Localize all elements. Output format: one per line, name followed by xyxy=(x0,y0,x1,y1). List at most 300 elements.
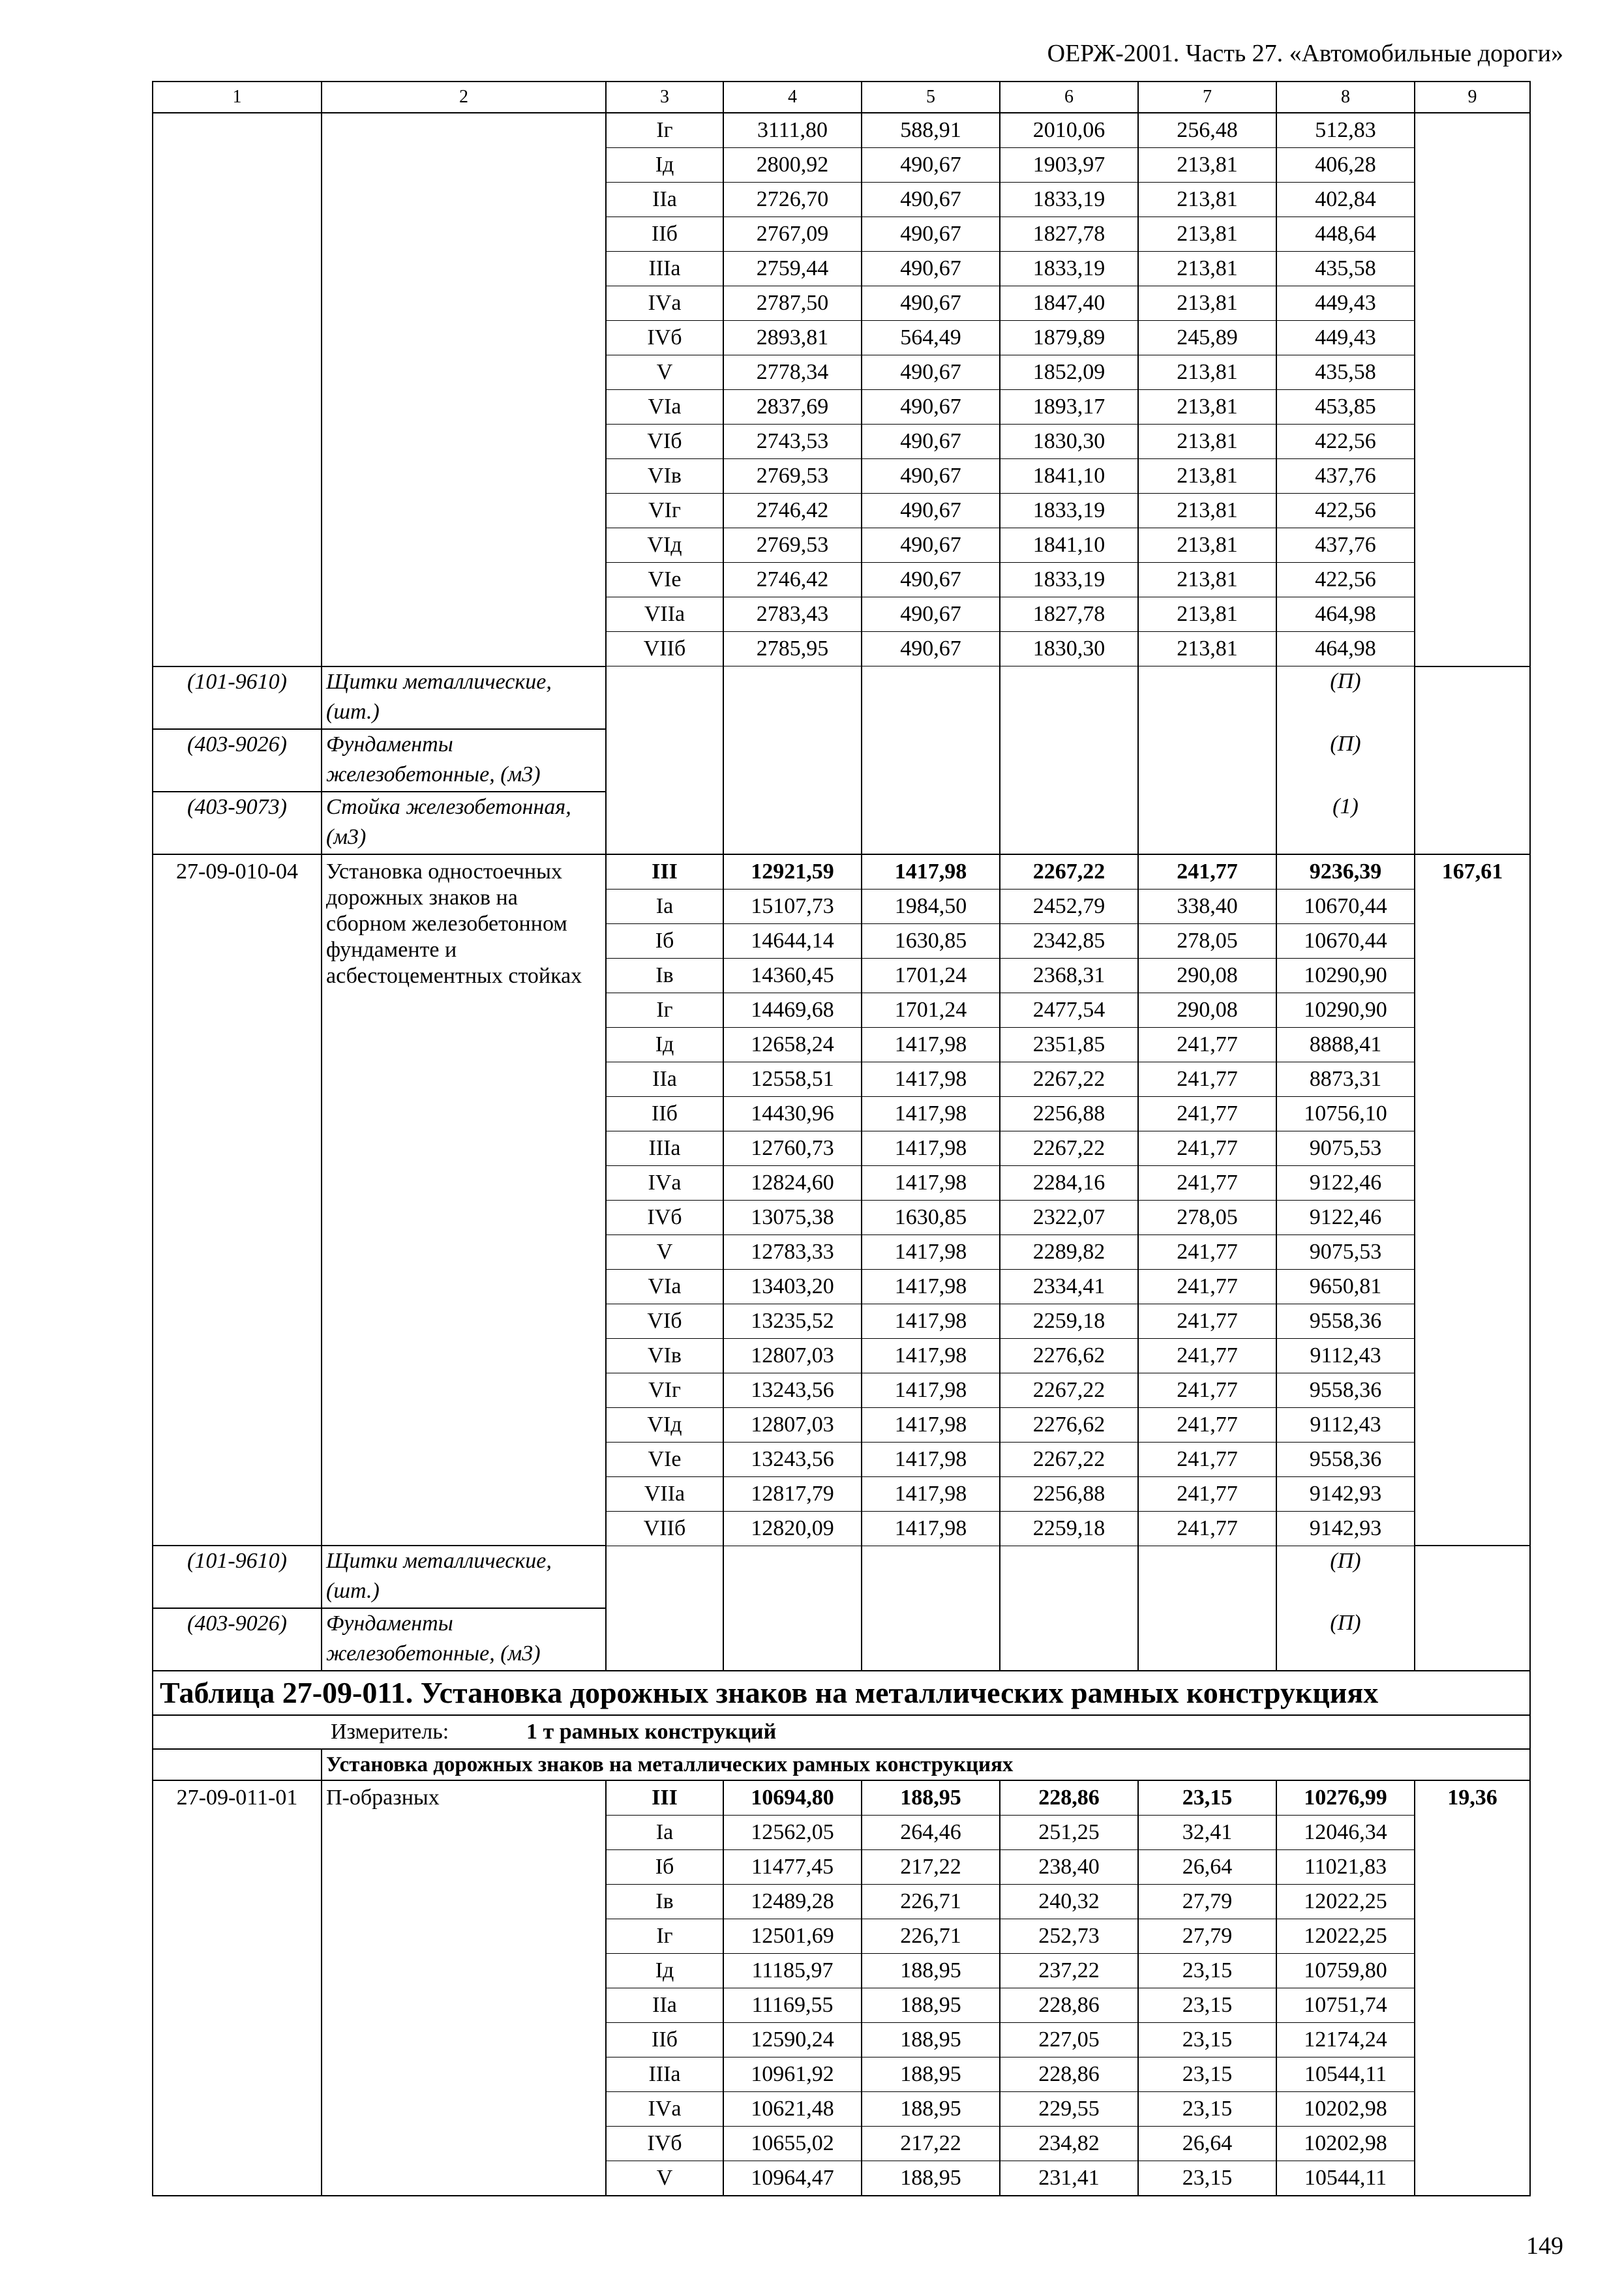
value-cell: 2256,88 xyxy=(1000,1096,1138,1131)
value-cell: 241,77 xyxy=(1138,1511,1276,1546)
value-cell: 1701,24 xyxy=(862,993,1000,1027)
value-cell: 241,77 xyxy=(1138,1407,1276,1442)
value-cell: 2256,88 xyxy=(1000,1476,1138,1511)
value-cell: 2276,62 xyxy=(1000,1407,1138,1442)
column-header: 3 xyxy=(606,82,723,113)
value-cell: 241,77 xyxy=(1138,1476,1276,1511)
resource-value: (П) xyxy=(1276,1608,1415,1671)
value-cell: 10751,74 xyxy=(1276,1988,1415,2023)
value-cell: 228,86 xyxy=(1000,2057,1138,2092)
empty-cell xyxy=(1000,729,1138,792)
value-cell: 12921,59 xyxy=(723,854,862,890)
zone-cell: VIа xyxy=(606,1269,723,1304)
value-cell: 422,56 xyxy=(1276,425,1415,459)
value-cell: 490,67 xyxy=(862,632,1000,666)
value-cell: 1417,98 xyxy=(862,1511,1000,1546)
value-cell: 227,05 xyxy=(1000,2023,1138,2057)
value-cell: 13243,56 xyxy=(723,1442,862,1476)
page-number: 149 xyxy=(1526,2232,1563,2260)
value-cell: 10759,80 xyxy=(1276,1954,1415,1988)
value-cell: 9558,36 xyxy=(1276,1442,1415,1476)
value-cell: 490,67 xyxy=(862,390,1000,425)
resource-name: Фундаменты железобетонные, (м3) xyxy=(322,729,606,792)
value-cell: 1701,24 xyxy=(862,958,1000,993)
value-cell: 490,67 xyxy=(862,148,1000,183)
resource-value: (П) xyxy=(1276,729,1415,792)
value-cell: 12820,09 xyxy=(723,1511,862,1546)
value-cell: 188,95 xyxy=(862,1780,1000,1816)
value-cell: 251,25 xyxy=(1000,1816,1138,1850)
table-title: Таблица 27-09-011. Установка дорожных знаков на металлических рамных конструкциях xyxy=(153,1671,1530,1715)
value-cell: 12022,25 xyxy=(1276,1919,1415,1954)
value-cell: 2787,50 xyxy=(723,286,862,321)
value-cell: 490,67 xyxy=(862,494,1000,528)
value-cell: 9558,36 xyxy=(1276,1373,1415,1407)
value-cell: 27,79 xyxy=(1138,1919,1276,1954)
zone-cell: Iб xyxy=(606,923,723,958)
resource-row xyxy=(153,1546,1530,1608)
value-cell: 1630,85 xyxy=(862,923,1000,958)
value-cell: 449,43 xyxy=(1276,286,1415,321)
value-cell: 1827,78 xyxy=(1000,217,1138,252)
value-cell: 241,77 xyxy=(1138,1234,1276,1269)
value-cell: 2769,53 xyxy=(723,459,862,494)
position-code xyxy=(153,113,322,666)
value-cell: 1830,30 xyxy=(1000,632,1138,666)
value-cell: 490,67 xyxy=(862,217,1000,252)
empty-cell xyxy=(1138,792,1276,854)
value-cell: 588,91 xyxy=(862,113,1000,148)
zone-cell: IIб xyxy=(606,1096,723,1131)
value-cell: 213,81 xyxy=(1138,217,1276,252)
value-cell: 241,77 xyxy=(1138,1373,1276,1407)
resource-name: Щитки металлические, (шт.) xyxy=(322,1546,606,1608)
value-cell: 12489,28 xyxy=(723,1885,862,1919)
position-code: 27-09-010-04 xyxy=(153,854,322,1546)
value-cell: 241,77 xyxy=(1138,1096,1276,1131)
value-cell: 241,77 xyxy=(1138,1027,1276,1062)
value-cell: 2276,62 xyxy=(1000,1338,1138,1373)
resource-code: (403-9026) xyxy=(153,1608,322,1671)
zone-cell: Iа xyxy=(606,889,723,923)
value-cell: 12046,34 xyxy=(1276,1816,1415,1850)
value-cell: 256,48 xyxy=(1138,113,1276,148)
value-cell: 10202,98 xyxy=(1276,2092,1415,2127)
col9-value xyxy=(1415,113,1530,666)
table-row xyxy=(153,113,1530,148)
value-cell: 564,49 xyxy=(862,321,1000,355)
value-cell: 188,95 xyxy=(862,2057,1000,2092)
zone-cell: Iд xyxy=(606,148,723,183)
value-cell: 9558,36 xyxy=(1276,1304,1415,1338)
empty-cell xyxy=(606,1608,723,1671)
value-cell: 1417,98 xyxy=(862,1476,1000,1511)
value-cell: 10544,11 xyxy=(1276,2057,1415,2092)
value-cell: 2368,31 xyxy=(1000,958,1138,993)
resource-code: (101-9610) xyxy=(153,666,322,729)
value-cell: 13243,56 xyxy=(723,1373,862,1407)
value-cell: 11477,45 xyxy=(723,1850,862,1885)
value-cell: 490,67 xyxy=(862,563,1000,597)
value-cell: 23,15 xyxy=(1138,1988,1276,2023)
zone-cell: VIг xyxy=(606,1373,723,1407)
empty-cell xyxy=(862,666,1000,729)
value-cell: 241,77 xyxy=(1138,1338,1276,1373)
value-cell: 2769,53 xyxy=(723,528,862,563)
value-cell: 10621,48 xyxy=(723,2092,862,2127)
zone-cell: III xyxy=(606,1780,723,1816)
empty-cell xyxy=(862,1608,1000,1671)
value-cell: 188,95 xyxy=(862,2092,1000,2127)
value-cell: 1833,19 xyxy=(1000,494,1138,528)
value-cell: 10756,10 xyxy=(1276,1096,1415,1131)
value-cell: 1833,19 xyxy=(1000,183,1138,217)
table-body xyxy=(153,82,1530,2196)
value-cell: 10276,99 xyxy=(1276,1780,1415,1816)
zone-cell: IVа xyxy=(606,1165,723,1200)
position-name: Установка одностоечных дорожных знаков на сборном железобетонном фундаменте и асбестоцементных стойках xyxy=(322,854,606,1546)
value-cell: 2322,07 xyxy=(1000,1200,1138,1234)
value-cell: 12658,24 xyxy=(723,1027,862,1062)
value-cell: 422,56 xyxy=(1276,494,1415,528)
value-cell: 2284,16 xyxy=(1000,1165,1138,1200)
value-cell: 213,81 xyxy=(1138,148,1276,183)
measure-label: Измеритель: xyxy=(331,1720,449,1744)
value-cell: 9142,93 xyxy=(1276,1511,1415,1546)
value-cell: 2767,09 xyxy=(723,217,862,252)
value-cell: 1833,19 xyxy=(1000,563,1138,597)
value-cell: 490,67 xyxy=(862,252,1000,286)
value-cell: 278,05 xyxy=(1138,1200,1276,1234)
zone-cell: VIе xyxy=(606,563,723,597)
value-cell: 15107,73 xyxy=(723,889,862,923)
value-cell: 10961,92 xyxy=(723,2057,862,2092)
value-cell: 490,67 xyxy=(862,597,1000,632)
value-cell: 10290,90 xyxy=(1276,993,1415,1027)
value-cell: 10694,80 xyxy=(723,1780,862,1816)
column-header: 5 xyxy=(862,82,1000,113)
value-cell: 490,67 xyxy=(862,355,1000,390)
value-cell: 3111,80 xyxy=(723,113,862,148)
value-cell: 245,89 xyxy=(1138,321,1276,355)
value-cell: 23,15 xyxy=(1138,2092,1276,2127)
value-cell: 2267,22 xyxy=(1000,1062,1138,1096)
value-cell: 2726,70 xyxy=(723,183,862,217)
column-header: 1 xyxy=(153,82,322,113)
zone-cell: VIIб xyxy=(606,632,723,666)
resource-row xyxy=(153,666,1530,729)
value-cell: 14644,14 xyxy=(723,923,862,958)
resource-code: (101-9610) xyxy=(153,1546,322,1608)
column-header: 7 xyxy=(1138,82,1276,113)
column-header: 2 xyxy=(322,82,606,113)
empty-cell xyxy=(1138,666,1276,729)
value-cell: 2010,06 xyxy=(1000,113,1138,148)
zone-cell: VIв xyxy=(606,459,723,494)
value-cell: 422,56 xyxy=(1276,563,1415,597)
value-cell: 213,81 xyxy=(1138,459,1276,494)
zone-cell: VIб xyxy=(606,425,723,459)
resource-name: Щитки металлические, (шт.) xyxy=(322,666,606,729)
value-cell: 229,55 xyxy=(1000,2092,1138,2127)
resource-code: (403-9026) xyxy=(153,729,322,792)
zone-cell: IIа xyxy=(606,1988,723,2023)
value-cell: 437,76 xyxy=(1276,459,1415,494)
resource-row xyxy=(153,792,1530,854)
value-cell: 226,71 xyxy=(862,1885,1000,1919)
value-cell: 13235,52 xyxy=(723,1304,862,1338)
value-cell: 9112,43 xyxy=(1276,1338,1415,1373)
table-title-row xyxy=(153,1671,1530,1715)
value-cell: 1984,50 xyxy=(862,889,1000,923)
value-cell: 437,76 xyxy=(1276,528,1415,563)
value-cell: 23,15 xyxy=(1138,2023,1276,2057)
measure-row xyxy=(153,1715,1530,1749)
value-cell: 1830,30 xyxy=(1000,425,1138,459)
value-cell: 490,67 xyxy=(862,286,1000,321)
zone-cell: V xyxy=(606,2161,723,2196)
zone-cell: Iд xyxy=(606,1954,723,1988)
value-cell: 1833,19 xyxy=(1000,252,1138,286)
zone-cell: V xyxy=(606,355,723,390)
value-cell: 9122,46 xyxy=(1276,1165,1415,1200)
value-cell: 2837,69 xyxy=(723,390,862,425)
value-cell: 448,64 xyxy=(1276,217,1415,252)
col9-value: 167,61 xyxy=(1415,854,1530,1546)
value-cell: 490,67 xyxy=(862,183,1000,217)
zone-cell: VIг xyxy=(606,494,723,528)
value-cell: 10670,44 xyxy=(1276,889,1415,923)
empty-cell xyxy=(1415,1608,1530,1671)
value-cell: 1417,98 xyxy=(862,854,1000,890)
value-cell: 402,84 xyxy=(1276,183,1415,217)
column-header: 4 xyxy=(723,82,862,113)
column-header: 8 xyxy=(1276,82,1415,113)
empty-cell xyxy=(723,1546,862,1608)
value-cell: 241,77 xyxy=(1138,1442,1276,1476)
value-cell: 1841,10 xyxy=(1000,528,1138,563)
value-cell: 10670,44 xyxy=(1276,923,1415,958)
value-cell: 464,98 xyxy=(1276,632,1415,666)
value-cell: 1417,98 xyxy=(862,1062,1000,1096)
value-cell: 213,81 xyxy=(1138,425,1276,459)
value-cell: 9236,39 xyxy=(1276,854,1415,890)
value-cell: 290,08 xyxy=(1138,958,1276,993)
value-cell: 9112,43 xyxy=(1276,1407,1415,1442)
value-cell: 11185,97 xyxy=(723,1954,862,1988)
value-cell: 2785,95 xyxy=(723,632,862,666)
value-cell: 406,28 xyxy=(1276,148,1415,183)
value-cell: 26,64 xyxy=(1138,2127,1276,2161)
column-header-row xyxy=(153,82,1530,113)
value-cell: 13403,20 xyxy=(723,1269,862,1304)
value-cell: 2743,53 xyxy=(723,425,862,459)
position-code: 27-09-011-01 xyxy=(153,1780,322,2196)
zone-cell: VIд xyxy=(606,528,723,563)
page-header: ОЕРЖ-2001. Часть 27. «Автомобильные дороги» xyxy=(1047,40,1563,67)
empty-cell xyxy=(1000,1608,1138,1671)
resource-value: (П) xyxy=(1276,1546,1415,1608)
zone-cell: VIе xyxy=(606,1442,723,1476)
empty-cell xyxy=(1138,1546,1276,1608)
value-cell: 435,58 xyxy=(1276,252,1415,286)
value-cell: 449,43 xyxy=(1276,321,1415,355)
empty-cell xyxy=(1138,1608,1276,1671)
value-cell: 1852,09 xyxy=(1000,355,1138,390)
value-cell: 490,67 xyxy=(862,459,1000,494)
value-cell: 1417,98 xyxy=(862,1131,1000,1165)
zone-cell: Iв xyxy=(606,1885,723,1919)
empty-cell xyxy=(862,729,1000,792)
value-cell: 9142,93 xyxy=(1276,1476,1415,1511)
zone-cell: Iг xyxy=(606,113,723,148)
value-cell: 213,81 xyxy=(1138,355,1276,390)
measure-value: 1 т рамных конструкций xyxy=(526,1720,777,1744)
empty-cell xyxy=(1000,666,1138,729)
value-cell: 464,98 xyxy=(1276,597,1415,632)
value-cell: 2759,44 xyxy=(723,252,862,286)
value-cell: 1417,98 xyxy=(862,1269,1000,1304)
value-cell: 1417,98 xyxy=(862,1407,1000,1442)
zone-cell: IIб xyxy=(606,2023,723,2057)
value-cell: 2342,85 xyxy=(1000,923,1138,958)
zone-cell: IIIа xyxy=(606,1131,723,1165)
zone-cell: VIв xyxy=(606,1338,723,1373)
value-cell: 213,81 xyxy=(1138,528,1276,563)
value-cell: 338,40 xyxy=(1138,889,1276,923)
value-cell: 188,95 xyxy=(862,1988,1000,2023)
zone-cell: VIб xyxy=(606,1304,723,1338)
empty-cell xyxy=(606,729,723,792)
value-cell: 237,22 xyxy=(1000,1954,1138,1988)
value-cell: 9075,53 xyxy=(1276,1131,1415,1165)
col9-value: 19,36 xyxy=(1415,1780,1530,2196)
value-cell: 8873,31 xyxy=(1276,1062,1415,1096)
zone-cell: IIIа xyxy=(606,252,723,286)
value-cell: 217,22 xyxy=(862,1850,1000,1885)
value-cell: 2893,81 xyxy=(723,321,862,355)
empty-cell xyxy=(1415,792,1530,854)
value-cell: 10544,11 xyxy=(1276,2161,1415,2196)
value-cell: 238,40 xyxy=(1000,1850,1138,1885)
value-cell: 9122,46 xyxy=(1276,1200,1415,1234)
position-name xyxy=(322,113,606,666)
value-cell: 241,77 xyxy=(1138,1131,1276,1165)
value-cell: 2452,79 xyxy=(1000,889,1138,923)
table-row xyxy=(153,854,1530,890)
value-cell: 241,77 xyxy=(1138,854,1276,890)
zone-cell: IIIа xyxy=(606,2057,723,2092)
value-cell: 1827,78 xyxy=(1000,597,1138,632)
zone-cell: IVа xyxy=(606,286,723,321)
value-cell: 1893,17 xyxy=(1000,390,1138,425)
zone-cell: Iд xyxy=(606,1027,723,1062)
value-cell: 290,08 xyxy=(1138,993,1276,1027)
resource-name: Фундаменты железобетонные, (м3) xyxy=(322,1608,606,1671)
zone-cell: Iг xyxy=(606,1919,723,1954)
value-cell: 1417,98 xyxy=(862,1338,1000,1373)
empty-cell xyxy=(1415,1546,1530,1608)
zone-cell: Iг xyxy=(606,993,723,1027)
value-cell: 8888,41 xyxy=(1276,1027,1415,1062)
value-cell: 12174,24 xyxy=(1276,2023,1415,2057)
zone-cell: IIб xyxy=(606,217,723,252)
empty-cell xyxy=(723,666,862,729)
position-name: П-образных xyxy=(322,1780,606,2196)
zone-cell: IVб xyxy=(606,321,723,355)
zone-cell: Iв xyxy=(606,958,723,993)
zone-cell: IVб xyxy=(606,1200,723,1234)
value-cell: 188,95 xyxy=(862,2023,1000,2057)
value-cell: 2800,92 xyxy=(723,148,862,183)
zone-cell: VIIа xyxy=(606,597,723,632)
value-cell: 217,22 xyxy=(862,2127,1000,2161)
value-cell: 241,77 xyxy=(1138,1269,1276,1304)
value-cell: 1417,98 xyxy=(862,1234,1000,1269)
resource-code: (403-9073) xyxy=(153,792,322,854)
value-cell: 213,81 xyxy=(1138,494,1276,528)
empty-cell xyxy=(1000,1546,1138,1608)
empty-cell xyxy=(862,792,1000,854)
value-cell: 2267,22 xyxy=(1000,1373,1138,1407)
resource-value: (П) xyxy=(1276,666,1415,729)
value-cell: 12817,79 xyxy=(723,1476,862,1511)
empty-cell xyxy=(1000,792,1138,854)
value-cell: 1417,98 xyxy=(862,1096,1000,1131)
value-cell: 1417,98 xyxy=(862,1165,1000,1200)
value-cell: 241,77 xyxy=(1138,1165,1276,1200)
value-cell: 188,95 xyxy=(862,1954,1000,1988)
value-cell: 10655,02 xyxy=(723,2127,862,2161)
value-cell: 1417,98 xyxy=(862,1373,1000,1407)
value-cell: 9650,81 xyxy=(1276,1269,1415,1304)
value-cell: 213,81 xyxy=(1138,632,1276,666)
value-cell: 241,77 xyxy=(1138,1062,1276,1096)
value-cell: 12807,03 xyxy=(723,1407,862,1442)
value-cell: 1417,98 xyxy=(862,1027,1000,1062)
zone-cell: VIIа xyxy=(606,1476,723,1511)
empty-cell xyxy=(606,792,723,854)
value-cell: 2259,18 xyxy=(1000,1511,1138,1546)
value-cell: 12022,25 xyxy=(1276,1885,1415,1919)
value-cell: 213,81 xyxy=(1138,563,1276,597)
value-cell: 213,81 xyxy=(1138,286,1276,321)
value-cell: 23,15 xyxy=(1138,2057,1276,2092)
value-cell: 1417,98 xyxy=(862,1442,1000,1476)
value-cell: 26,64 xyxy=(1138,1850,1276,1885)
value-cell: 231,41 xyxy=(1000,2161,1138,2196)
value-cell: 14430,96 xyxy=(723,1096,862,1131)
table-row xyxy=(153,1780,1530,1816)
resource-row xyxy=(153,1608,1530,1671)
value-cell: 228,86 xyxy=(1000,1988,1138,2023)
value-cell: 2267,22 xyxy=(1000,1131,1138,1165)
value-cell: 12807,03 xyxy=(723,1338,862,1373)
value-cell: 213,81 xyxy=(1138,183,1276,217)
column-header: 6 xyxy=(1000,82,1138,113)
value-cell: 2746,42 xyxy=(723,563,862,597)
value-cell: 11169,55 xyxy=(723,1988,862,2023)
value-cell: 435,58 xyxy=(1276,355,1415,390)
value-cell: 11021,83 xyxy=(1276,1850,1415,1885)
value-cell: 23,15 xyxy=(1138,1780,1276,1816)
empty-cell xyxy=(1415,729,1530,792)
value-cell: 1847,40 xyxy=(1000,286,1138,321)
value-cell: 453,85 xyxy=(1276,390,1415,425)
empty-cell xyxy=(1138,729,1276,792)
value-cell: 2778,34 xyxy=(723,355,862,390)
value-cell: 2477,54 xyxy=(1000,993,1138,1027)
